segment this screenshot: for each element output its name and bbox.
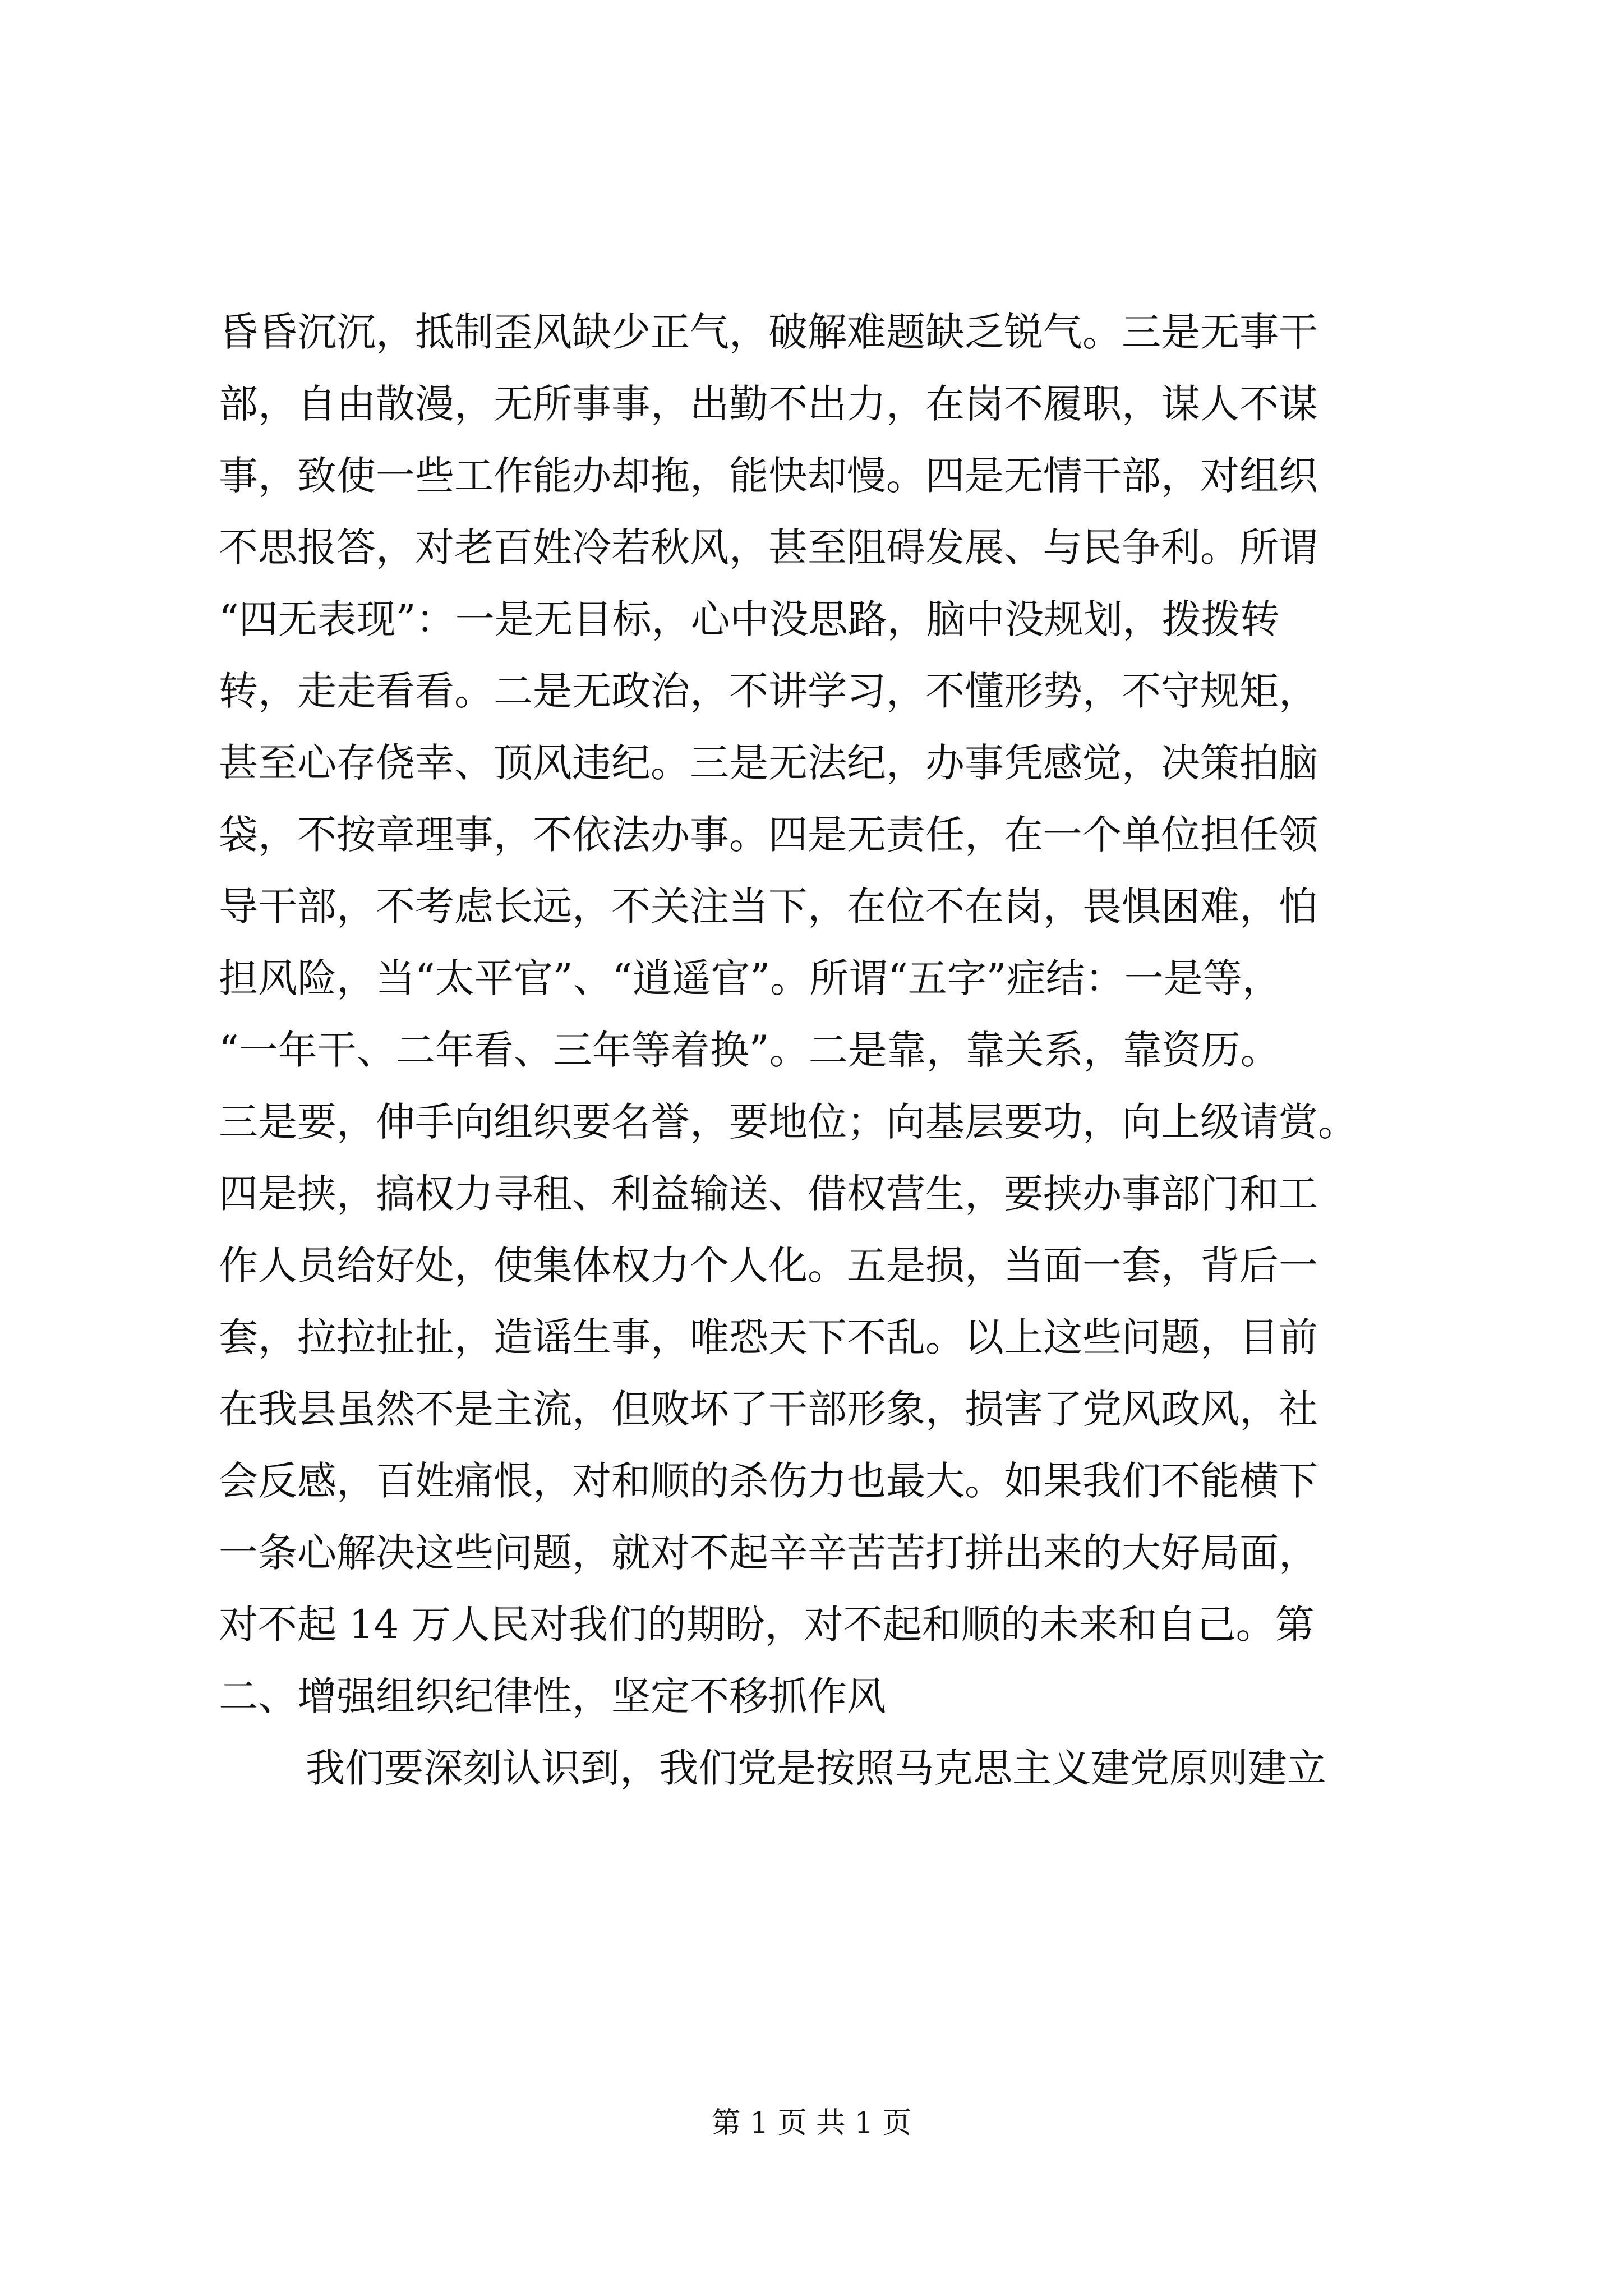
text-line-1: 昏昏沉沉，抵制歪风缺少正气，破解难题缺乏锐气。三是无事干 [219, 309, 1318, 355]
section-heading-line: 二、增强组织纪律性，坚定不移抓作风 [219, 1673, 886, 1719]
text-line-11: “一年干、二年看、三年等着换”。二是靠，靠关系，靠资历。 [219, 1027, 1280, 1073]
text-line-8: 袋，不按章理事，不依法办事。四是无责任，在一个单位担任领 [219, 812, 1318, 858]
text-line-5: “四无表现”：一是无目标，心中没思路，脑中没规划，拨拨转 [219, 596, 1280, 642]
text-line-10: 担风险，当“太平官”、“逍遥官”。所谓“五字”症结：一是等， [219, 955, 1281, 1001]
text-line-13: 四是挟，搞权力寻租、利益输送、借权营生，要挟办事部门和工 [219, 1171, 1318, 1217]
paragraph-first-line: 我们要深刻认识到，我们党是按照马克思主义建党原则建立 [306, 1745, 1326, 1791]
text-line-2: 部，自由散漫，无所事事，出勤不出力，在岗不履职，谋人不谋 [219, 381, 1318, 427]
text-line-18: 一条心解决这些问题，就对不起辛辛苦苦打拼出来的大好局面， [219, 1530, 1318, 1576]
text-line-12: 三是要，伸手向组织要名誉，要地位；向基层要功，向上级请赏。 [219, 1099, 1357, 1145]
text-line-19: 对不起 14 万人民对我们的期盼，对不起和顺的未来和自己。第 [219, 1602, 1315, 1648]
text-line-6: 转，走走看看。二是无政治，不讲学习，不懂形势，不守规矩， [219, 668, 1318, 714]
text-line-17: 会反感，百姓痛恨，对和顺的杀伤力也最大。如果我们不能横下 [219, 1458, 1318, 1504]
text-line-15: 套，拉拉扯扯，造谣生事，唯恐天下不乱。以上这些问题，目前 [219, 1314, 1318, 1360]
text-line-9: 导干部，不考虑长远，不关注当下，在位不在岗，畏惧困难，怕 [219, 884, 1318, 930]
text-line-16: 在我县虽然不是主流，但败坏了干部形象，损害了党风政风，社 [219, 1386, 1318, 1432]
text-line-14: 作人员给好处，使集体权力个人化。五是损，当面一套，背后一 [219, 1243, 1318, 1289]
text-line-3: 事，致使一些工作能办却拖，能快却慢。四是无情干部，对组织 [219, 453, 1318, 499]
text-line-4: 不思报答，对老百姓冷若秋风，甚至阻碍发展、与民争利。所谓 [219, 524, 1318, 570]
page-footer: 第 1 页 共 1 页 [711, 2106, 912, 2140]
text-line-7: 甚至心存侥幸、顶风违纪。三是无法纪，办事凭感觉，决策拍脑 [219, 740, 1318, 786]
